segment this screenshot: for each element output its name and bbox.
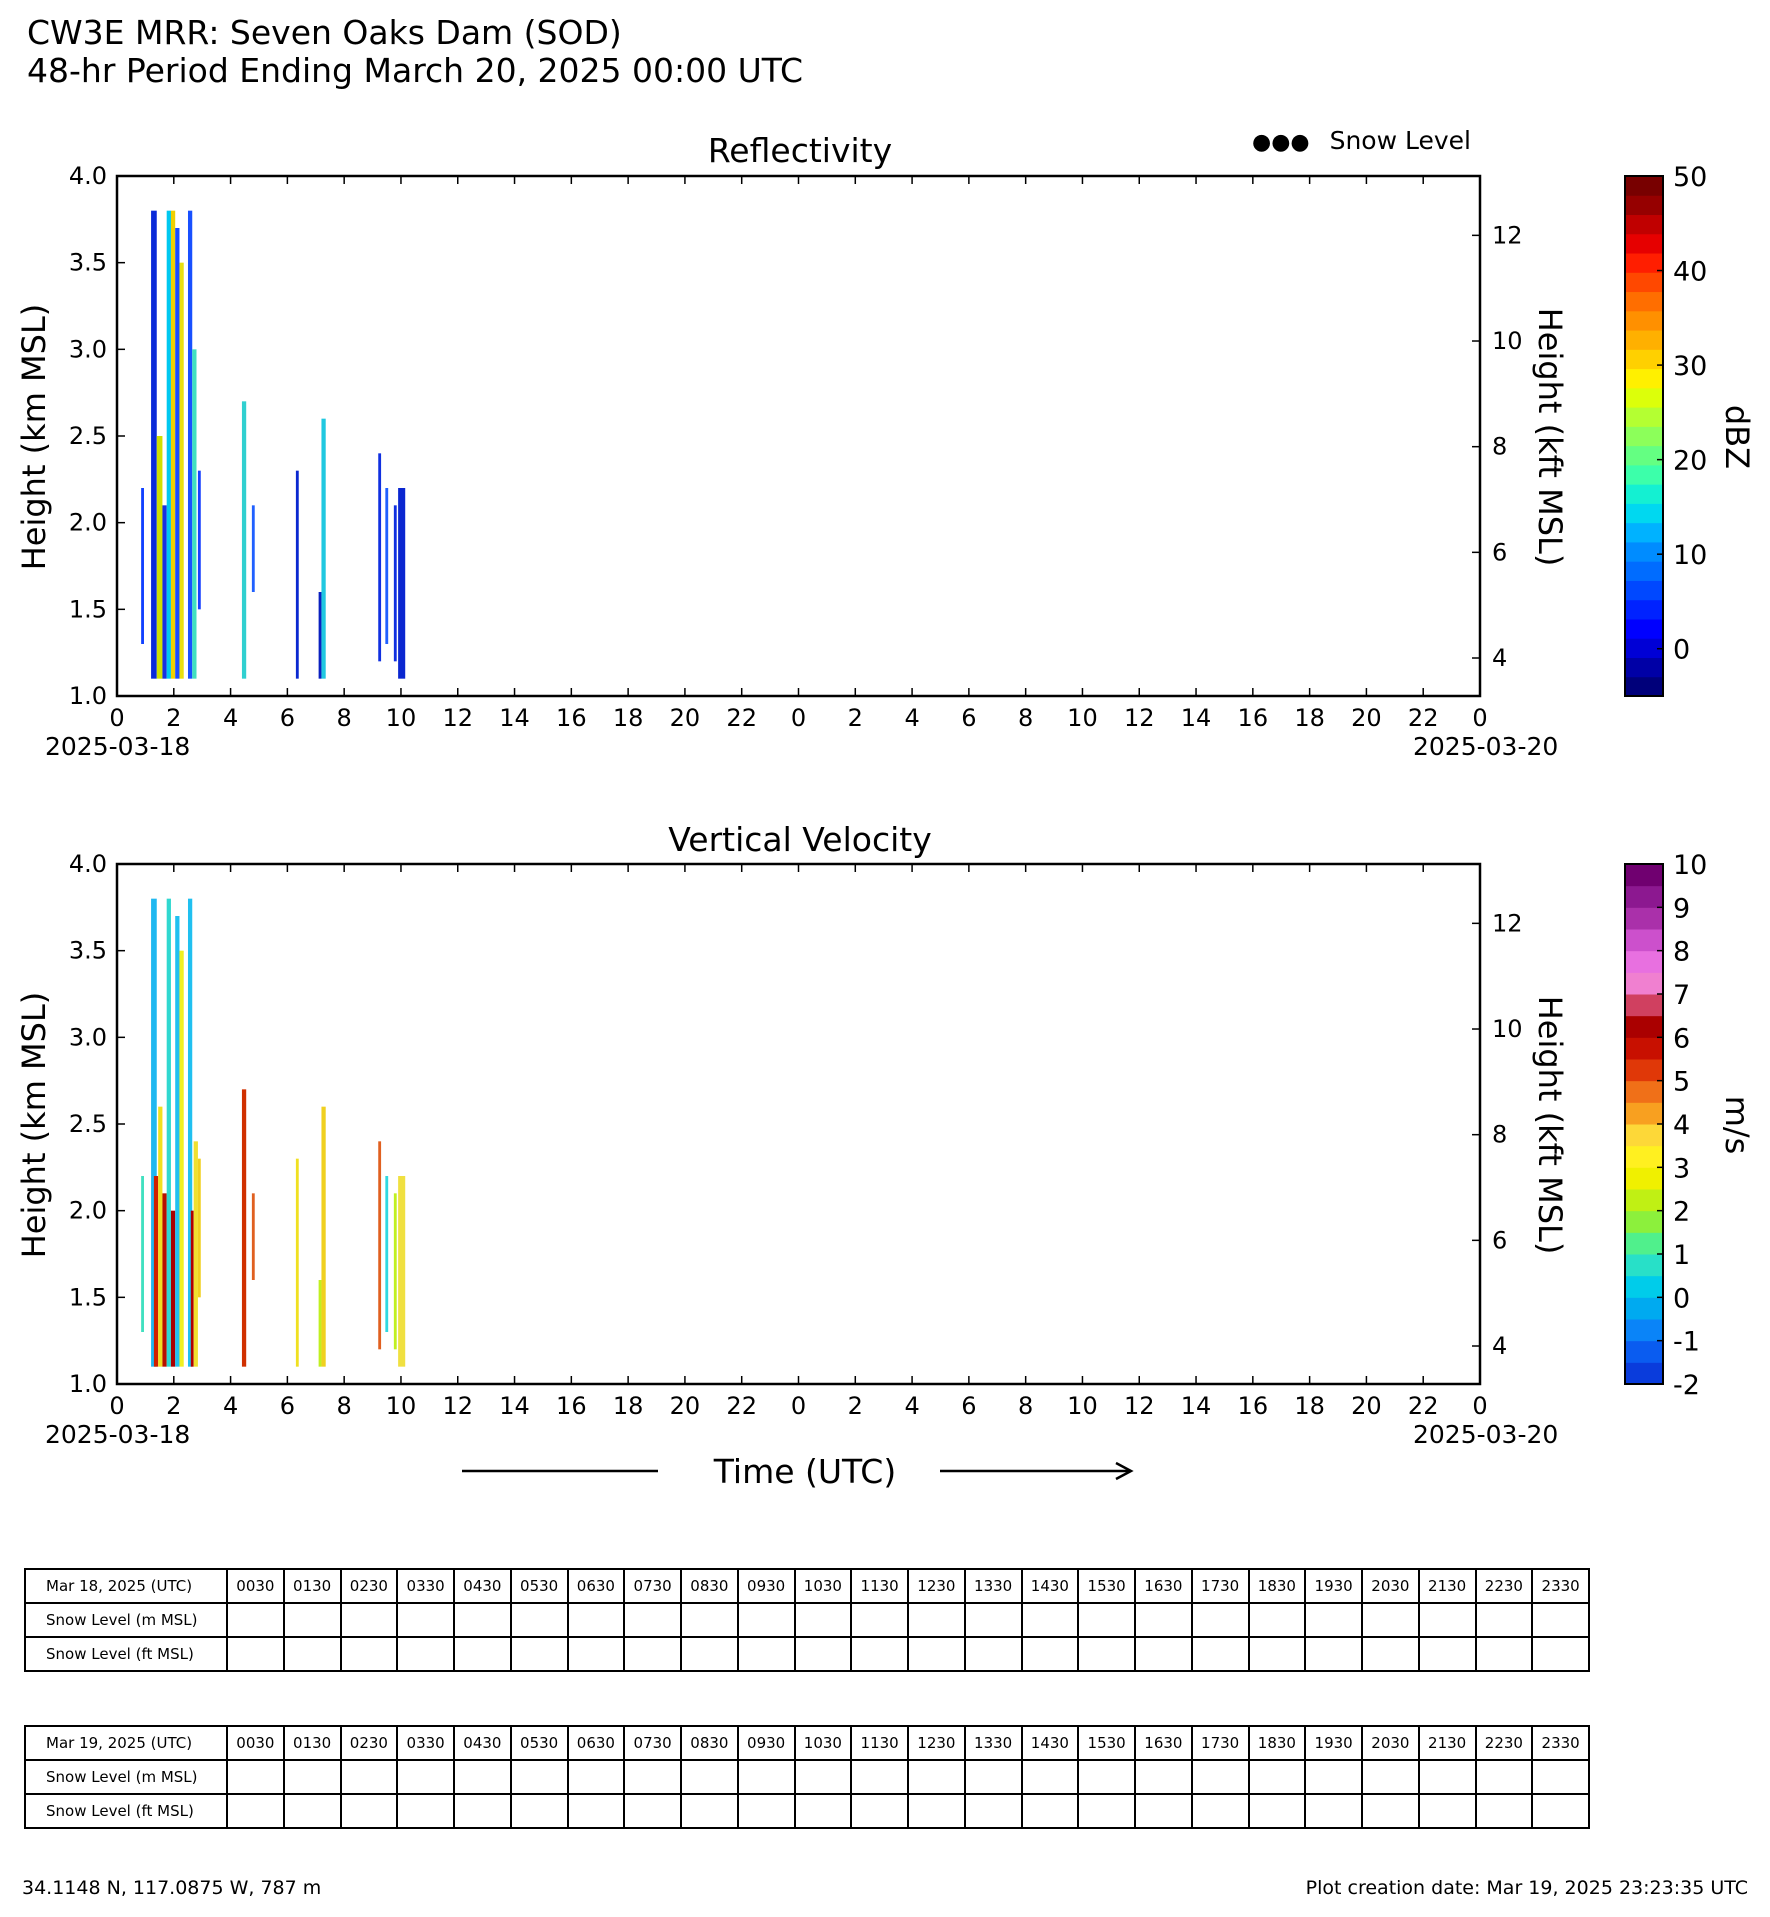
table-date-label: Mar 18, 2025 (UTC) [25, 1569, 227, 1603]
snow-level-ft-cell [965, 1637, 1022, 1671]
x-tick-label: 16 [556, 704, 587, 732]
time-cell: 0230 [341, 1569, 398, 1603]
table-date-label: Mar 19, 2025 (UTC) [25, 1726, 227, 1760]
snow-level-ft-cell [1249, 1637, 1306, 1671]
x-tick-label: 6 [279, 1392, 296, 1420]
time-cell: 2130 [1419, 1569, 1476, 1603]
table-header-row [25, 1569, 1589, 1603]
table-row-ft [25, 1637, 1589, 1671]
snow-level-ft-cell [1078, 1637, 1135, 1671]
snow-level-m-cell [511, 1760, 568, 1794]
snow-level-m-cell [1192, 1603, 1249, 1637]
snow-level-ft-cell [624, 1637, 681, 1671]
time-cell: 1530 [1078, 1726, 1135, 1760]
snow-level-ft-cell [1022, 1794, 1079, 1828]
time-cell: 1030 [795, 1569, 852, 1603]
velocity-x-start-date: 2025-03-18 [45, 1420, 191, 1449]
colorbar-tick-label: 10 [1673, 850, 1708, 881]
colorbar-tick-label: 8 [1673, 936, 1691, 968]
time-cell: 0530 [511, 1726, 568, 1760]
time-cell: 0630 [568, 1726, 625, 1760]
y-tick-label: 1.0 [68, 1370, 107, 1398]
station-location: 34.1148 N, 117.0875 W, 787 m [22, 1877, 322, 1899]
figure-subtitle: 48-hr Period Ending March 20, 2025 00:00 UTC [27, 51, 804, 90]
colorbar-tick-label: 2 [1673, 1196, 1691, 1228]
x-tick-label: 8 [336, 1392, 352, 1420]
x-tick-label: 20 [669, 704, 701, 732]
time-cell: 1930 [1305, 1569, 1362, 1603]
time-cell: 2230 [1476, 1569, 1533, 1603]
y-tick-label: 1.0 [68, 682, 107, 710]
snow-level-m-cell [1022, 1760, 1079, 1794]
x-tick-label: 18 [612, 1392, 644, 1420]
y-tick-label: 3.5 [68, 936, 107, 965]
time-cell: 0030 [227, 1726, 284, 1760]
snow-level-m-cell [227, 1760, 284, 1794]
y-tick-label: 2.5 [68, 422, 107, 450]
snow-level-ft-cell [1135, 1794, 1192, 1828]
y-right-tick-label: 6 [1492, 1226, 1508, 1255]
time-cell: 0130 [284, 1726, 341, 1760]
snow-level-ft-cell [1249, 1794, 1306, 1828]
snow-level-ft-cell [397, 1637, 454, 1671]
x-tick-label: 6 [961, 1392, 977, 1420]
table-header-row [25, 1726, 1589, 1760]
time-cell: 0730 [624, 1726, 681, 1760]
x-tick-label: 12 [442, 704, 474, 732]
snow-level-m-cell [284, 1603, 341, 1637]
table-row-label-ft: Snow Level (ft MSL) [25, 1794, 227, 1828]
snow-level-m-cell [795, 1603, 852, 1637]
snow-level-m-cell [908, 1603, 965, 1637]
y-tick-label: 4.0 [68, 850, 107, 878]
snow-level-m-cell [341, 1760, 398, 1794]
time-cell: 0630 [568, 1569, 625, 1603]
colorbar-tick-label: 5 [1673, 1066, 1691, 1098]
velocity-ylabel-left: Height (km MSL) [15, 991, 53, 1259]
snow-level-ft-cell [1192, 1794, 1249, 1828]
snow-level-ft-cell [965, 1794, 1022, 1828]
time-cell: 1430 [1022, 1569, 1079, 1603]
x-tick-label: 12 [442, 1392, 474, 1420]
snow-level-ft-cell [454, 1637, 511, 1671]
snow-level-m-cell [1135, 1603, 1192, 1637]
colorbar-tick-label: 50 [1673, 162, 1708, 193]
x-tick-label: 8 [1018, 1392, 1034, 1420]
snow-level-m-cell [568, 1760, 625, 1794]
time-cell: 0730 [624, 1569, 681, 1603]
time-cell: 0430 [454, 1569, 511, 1603]
snow-level-ft-cell [397, 1794, 454, 1828]
snow-level-m-cell [681, 1760, 738, 1794]
x-tick-label: 10 [1067, 704, 1098, 732]
time-cell: 0230 [341, 1726, 398, 1760]
x-tick-label: 6 [279, 704, 296, 732]
time-cell: 2030 [1362, 1726, 1419, 1760]
snow-level-m-cell [1532, 1760, 1589, 1794]
time-cell: 1330 [965, 1569, 1022, 1603]
velocity-x-end-date: 2025-03-20 [1413, 1420, 1559, 1449]
snow-level-m-cell [624, 1603, 681, 1637]
x-tick-label: 4 [904, 704, 920, 732]
colorbar-tick-label: 0 [1673, 634, 1691, 666]
y-tick-label: 1.5 [68, 595, 107, 624]
snow-level-ft-cell [511, 1637, 568, 1671]
snow-level-table-mar19 [24, 1725, 1590, 1829]
snow-level-ft-cell [1022, 1637, 1079, 1671]
snow-level-table-mar18 [24, 1568, 1590, 1672]
x-tick-label: 2 [847, 1392, 863, 1420]
colorbar-tick-label: 10 [1673, 540, 1708, 572]
x-tick-label: 22 [1407, 1392, 1439, 1420]
x-tick-label: 4 [222, 1392, 239, 1420]
time-cell: 1230 [908, 1726, 965, 1760]
snow-level-ft-cell [1305, 1794, 1362, 1828]
snow-level-ft-cell [1362, 1637, 1419, 1671]
y-tick-label: 2.0 [68, 508, 107, 537]
x-tick-label: 16 [1237, 1392, 1269, 1420]
velocity-ylabel-right: Height (kft MSL) [1531, 995, 1569, 1255]
time-cell: 0330 [397, 1726, 454, 1760]
x-tick-label: 12 [1123, 1392, 1155, 1420]
snow-level-ft-cell [624, 1794, 681, 1828]
snow-level-ft-cell [227, 1794, 284, 1828]
x-tick-label: 20 [1351, 1392, 1382, 1420]
y-tick-label: 1.5 [68, 1283, 107, 1312]
colorbar-tick-label: 3 [1673, 1153, 1691, 1185]
snow-level-ft-cell [1532, 1794, 1589, 1828]
snow-level-ft-cell [851, 1637, 908, 1671]
colorbar-tick-label: 4 [1673, 1110, 1691, 1141]
x-tick-label: 8 [336, 704, 352, 732]
snow-level-m-cell [1249, 1760, 1306, 1794]
time-cell: 0930 [738, 1569, 795, 1603]
x-tick-label: 0 [1472, 1392, 1488, 1420]
time-cell: 1930 [1305, 1726, 1362, 1760]
snow-level-m-cell [965, 1603, 1022, 1637]
snow-level-m-cell [1305, 1603, 1362, 1637]
x-tick-label: 14 [499, 704, 530, 732]
time-cell: 1330 [965, 1726, 1022, 1760]
x-tick-label: 14 [1180, 1392, 1212, 1420]
reflectivity-title: Reflectivity [707, 131, 893, 170]
time-cell: 1630 [1135, 1569, 1192, 1603]
snow-level-m-cell [1476, 1760, 1533, 1794]
time-cell: 0030 [227, 1569, 284, 1603]
time-cell: 1730 [1192, 1569, 1249, 1603]
colorbar-tick-label: 6 [1673, 1023, 1691, 1055]
table-row-m [25, 1603, 1589, 1637]
snow-level-m-cell [851, 1760, 908, 1794]
snow-level-m-cell [454, 1760, 511, 1794]
plot-creation-date: Plot creation date: Mar 19, 2025 23:23:35 UTC [1305, 1877, 1748, 1899]
vertical-velocity-title: Vertical Velocity [668, 820, 932, 859]
snow-level-ft-cell [795, 1794, 852, 1828]
time-cell: 0130 [284, 1569, 341, 1603]
time-cell: 0830 [681, 1726, 738, 1760]
reflectivity-x-start-date: 2025-03-18 [45, 732, 191, 761]
figure-title: CW3E MRR: Seven Oaks Dam (SOD) [27, 13, 622, 52]
y-right-tick-label: 10 [1492, 1015, 1523, 1044]
snow-level-m-cell [454, 1603, 511, 1637]
y-right-tick-label: 12 [1492, 221, 1523, 250]
y-tick-label: 3.0 [68, 1023, 107, 1052]
snow-level-ft-cell [1362, 1794, 1419, 1828]
snow-level-ft-cell [1476, 1794, 1533, 1828]
reflectivity-x-end-date: 2025-03-20 [1413, 732, 1559, 761]
snow-level-ft-cell [1476, 1637, 1533, 1671]
snow-level-ft-cell [284, 1637, 341, 1671]
table-row-ft [25, 1794, 1589, 1828]
snow-level-m-cell [1305, 1760, 1362, 1794]
snow-level-ft-cell [1305, 1637, 1362, 1671]
x-tick-label: 20 [1351, 704, 1382, 732]
table-row-m [25, 1760, 1589, 1794]
time-cell: 0530 [511, 1569, 568, 1603]
x-tick-label: 18 [1294, 704, 1325, 732]
snow-level-ft-cell [851, 1794, 908, 1828]
time-cell: 2230 [1476, 1726, 1533, 1760]
snow-level-m-cell [1476, 1603, 1533, 1637]
time-cell: 0930 [738, 1726, 795, 1760]
y-right-tick-label: 4 [1492, 644, 1508, 673]
reflectivity-colorbar-label: dBZ [1718, 404, 1756, 470]
reflectivity-ylabel-left: Height (km MSL) [15, 303, 53, 571]
colorbar-tick-label: 20 [1673, 445, 1708, 477]
time-cell: 1030 [795, 1726, 852, 1760]
snow-level-m-cell [1249, 1603, 1306, 1637]
colorbar-tick-label: 0 [1673, 1283, 1691, 1315]
snow-level-m-cell [1192, 1760, 1249, 1794]
x-tick-label: 0 [109, 1392, 125, 1420]
time-cell: 1830 [1249, 1569, 1306, 1603]
x-tick-label: 4 [904, 1392, 920, 1420]
x-tick-label: 18 [1294, 1392, 1325, 1420]
snow-level-m-cell [965, 1760, 1022, 1794]
y-right-tick-label: 12 [1492, 909, 1523, 938]
time-cell: 0330 [397, 1569, 454, 1603]
table-row-label-m: Snow Level (m MSL) [25, 1603, 227, 1637]
snow-level-m-cell [738, 1760, 795, 1794]
x-tick-label: 12 [1123, 704, 1155, 732]
snow-level-marker-icon: ●●● [1252, 130, 1310, 155]
snow-level-m-cell [681, 1603, 738, 1637]
reflectivity-ylabel-right: Height (kft MSL) [1531, 307, 1569, 567]
snow-level-ft-cell [1078, 1794, 1135, 1828]
snow-level-m-cell [1419, 1603, 1476, 1637]
snow-level-ft-cell [568, 1637, 625, 1671]
time-cell: 1230 [908, 1569, 965, 1603]
colorbar-tick-label: -2 [1673, 1370, 1700, 1401]
snow-level-ft-cell [341, 1794, 398, 1828]
snow-level-ft-cell [511, 1794, 568, 1828]
colorbar-tick-label: -1 [1673, 1326, 1700, 1358]
colorbar-tick-label: 7 [1673, 980, 1691, 1011]
x-tick-label: 4 [222, 704, 239, 732]
x-tick-label: 20 [669, 1392, 701, 1420]
snow-level-ft-cell [738, 1637, 795, 1671]
x-tick-label: 0 [790, 1392, 807, 1420]
snow-level-m-cell [397, 1760, 454, 1794]
y-right-tick-label: 6 [1492, 538, 1508, 567]
snow-level-m-cell [1078, 1760, 1135, 1794]
snow-level-m-cell [851, 1603, 908, 1637]
x-tick-label: 16 [556, 1392, 587, 1420]
snow-level-m-cell [738, 1603, 795, 1637]
colorbar-tick-label: 40 [1673, 256, 1708, 288]
time-cell: 1730 [1192, 1726, 1249, 1760]
x-tick-label: 14 [499, 1392, 530, 1420]
x-tick-label: 22 [1407, 704, 1439, 732]
time-cell: 2330 [1532, 1726, 1589, 1760]
snow-level-m-cell [1362, 1760, 1419, 1794]
snow-level-ft-cell [681, 1637, 738, 1671]
time-cell: 0830 [681, 1569, 738, 1603]
snow-level-m-cell [624, 1760, 681, 1794]
snow-level-ft-cell [1419, 1637, 1476, 1671]
snow-level-m-cell [511, 1603, 568, 1637]
table-row-label-m: Snow Level (m MSL) [25, 1760, 227, 1794]
y-tick-label: 2.5 [68, 1110, 107, 1138]
snow-level-m-cell [908, 1760, 965, 1794]
snow-level-ft-cell [908, 1637, 965, 1671]
x-tick-label: 22 [726, 1392, 757, 1420]
velocity-colorbar-label: m/s [1718, 1095, 1756, 1155]
snow-level-m-cell [1362, 1603, 1419, 1637]
snow-level-ft-cell [1192, 1637, 1249, 1671]
snow-level-m-cell [284, 1760, 341, 1794]
x-tick-label: 2 [166, 1392, 182, 1420]
snow-level-ft-cell [284, 1794, 341, 1828]
snow-level-ft-cell [568, 1794, 625, 1828]
time-cell: 2130 [1419, 1726, 1476, 1760]
time-cell: 1130 [851, 1569, 908, 1603]
snow-level-m-cell [397, 1603, 454, 1637]
snow-level-m-cell [227, 1603, 284, 1637]
y-right-tick-label: 8 [1492, 432, 1508, 461]
colorbar-tick-label: 30 [1673, 351, 1708, 383]
snow-level-ft-cell [681, 1794, 738, 1828]
y-tick-label: 4.0 [68, 162, 107, 190]
time-cell: 1430 [1022, 1726, 1079, 1760]
y-tick-label: 3.5 [68, 248, 107, 277]
snow-level-m-cell [341, 1603, 398, 1637]
x-tick-label: 10 [1067, 1392, 1098, 1420]
x-tick-label: 10 [385, 1392, 417, 1420]
time-cell: 0430 [454, 1726, 511, 1760]
x-tick-label: 22 [726, 704, 757, 732]
snow-level-ft-cell [454, 1794, 511, 1828]
snow-level-ft-cell [908, 1794, 965, 1828]
x-tick-label: 2 [166, 704, 182, 732]
time-axis-label: Time (UTC) [713, 1452, 897, 1491]
snow-level-m-cell [795, 1760, 852, 1794]
snow-level-m-cell [1419, 1760, 1476, 1794]
snow-level-m-cell [1078, 1603, 1135, 1637]
table-row-label-ft: Snow Level (ft MSL) [25, 1637, 227, 1671]
y-right-tick-label: 10 [1492, 327, 1523, 356]
snow-level-ft-cell [738, 1794, 795, 1828]
time-cell: 2330 [1532, 1569, 1589, 1603]
x-tick-label: 14 [1180, 704, 1212, 732]
x-tick-label: 2 [847, 704, 863, 732]
snow-level-ft-cell [1532, 1637, 1589, 1671]
y-tick-label: 2.0 [68, 1196, 107, 1225]
x-tick-label: 8 [1018, 704, 1034, 732]
y-right-tick-label: 8 [1492, 1120, 1508, 1149]
y-right-tick-label: 4 [1492, 1332, 1508, 1361]
snow-level-ft-cell [1135, 1637, 1192, 1671]
x-tick-label: 6 [961, 704, 977, 732]
colorbar-tick-label: 1 [1673, 1240, 1691, 1271]
snow-level-ft-cell [795, 1637, 852, 1671]
snow-level-ft-cell [1419, 1794, 1476, 1828]
time-cell: 2030 [1362, 1569, 1419, 1603]
snow-level-ft-cell [227, 1637, 284, 1671]
x-tick-label: 0 [1472, 704, 1488, 732]
snow-level-m-cell [1532, 1603, 1589, 1637]
x-tick-label: 0 [109, 704, 125, 732]
time-cell: 1130 [851, 1726, 908, 1760]
colorbar-tick-label: 9 [1673, 893, 1691, 925]
y-tick-label: 3.0 [68, 335, 107, 364]
snow-level-ft-cell [341, 1637, 398, 1671]
time-cell: 1630 [1135, 1726, 1192, 1760]
snow-level-m-cell [1022, 1603, 1079, 1637]
snow-level-m-cell [1135, 1760, 1192, 1794]
x-tick-label: 18 [612, 704, 644, 732]
time-cell: 1830 [1249, 1726, 1306, 1760]
x-tick-label: 10 [385, 704, 417, 732]
snow-level-legend-label: Snow Level [1329, 126, 1471, 155]
time-cell: 1530 [1078, 1569, 1135, 1603]
snow-level-m-cell [568, 1603, 625, 1637]
x-tick-label: 0 [790, 704, 807, 732]
x-tick-label: 16 [1237, 704, 1269, 732]
